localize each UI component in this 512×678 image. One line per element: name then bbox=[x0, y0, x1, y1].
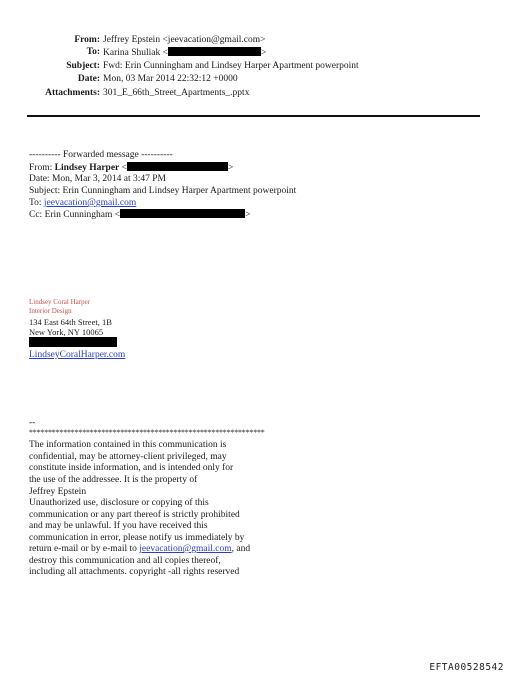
signature-address-line2: New York, NY 10065 bbox=[29, 327, 104, 337]
forwarded-cc-row bbox=[29, 209, 250, 221]
subject-label: Subject: bbox=[66, 61, 100, 71]
from-label: From: bbox=[74, 35, 100, 45]
disclaimer-line: Jeffrey Epstein bbox=[29, 487, 87, 497]
document-id: EFTA00528542 bbox=[429, 662, 504, 673]
redaction-bar bbox=[29, 337, 117, 347]
forwarded-from-row bbox=[29, 162, 233, 174]
disclaimer-email-link[interactable]: jeevacation@gmail.com bbox=[139, 544, 232, 554]
forwarded-date: Date: Mon, Mar 3, 2014 at 3:47 PM bbox=[29, 174, 166, 184]
attachments-label: Attachments: bbox=[45, 88, 100, 98]
disclaimer-line: Unauthorized use, disclosure or copying of this bbox=[29, 498, 209, 508]
disclaimer-line: communication in error, please notify us immediately by bbox=[29, 533, 245, 543]
signature-website-row bbox=[29, 350, 125, 361]
date-label: Date: bbox=[77, 74, 100, 84]
redaction-bar bbox=[120, 209, 245, 218]
signature-website-link[interactable]: LindseyCoralHarper.com bbox=[29, 350, 126, 360]
disclaimer-return-row bbox=[29, 544, 250, 555]
disclaimer-line: the use of the addressee. It is the property of bbox=[29, 475, 198, 485]
to-label: To: bbox=[86, 47, 100, 57]
to-value bbox=[103, 47, 266, 59]
disclaimer-line: including all attachments. copyright -all rights reserved bbox=[29, 567, 240, 577]
to-suffix: > bbox=[260, 48, 267, 58]
forwarded-from-bracket: < bbox=[119, 163, 127, 173]
forwarded-to-link[interactable]: jeevacation@gmail.com bbox=[43, 198, 137, 208]
redaction-bar bbox=[168, 47, 261, 56]
disclaimer-stars: ************************************************************** bbox=[29, 428, 265, 437]
disclaimer-line: communication or any part thereof is strictly prohibited bbox=[29, 510, 240, 520]
forwarded-separator: ---------- Forwarded message ---------- bbox=[29, 150, 173, 160]
signature-address-line1: 134 East 64th Street, 1B bbox=[29, 317, 112, 327]
disclaimer-line: constitute inside information, and is intended only for bbox=[29, 463, 234, 473]
forwarded-from-suffix: > bbox=[228, 163, 234, 173]
attachments-value[interactable]: 301_E_66th_Street_Apartments_.pptx bbox=[103, 88, 250, 98]
signature-name: Lindsey Coral Harper bbox=[29, 298, 91, 306]
to-name: Karina Shuliak < bbox=[103, 48, 168, 58]
redaction-bar bbox=[127, 162, 228, 171]
disclaimer-line: and may be unlawful. If you have received this bbox=[29, 521, 208, 531]
forwarded-to-prefix: To: bbox=[29, 198, 44, 208]
forwarded-cc-prefix: Cc: Erin Cunningham < bbox=[29, 210, 121, 220]
forwarded-cc-suffix: > bbox=[245, 210, 251, 220]
subject-value: Fwd: Erin Cunningham and Lindsey Harper Apartment powerpoint bbox=[103, 61, 359, 71]
from-value: Jeffrey Epstein <jeevacation@gmail.com> bbox=[103, 35, 266, 45]
disclaimer-line: confidential, may be attorney-client privileged, may bbox=[29, 452, 227, 462]
disclaimer-return-suffix: , and bbox=[231, 544, 251, 554]
forwarded-from-name: Lindsey Harper bbox=[54, 163, 120, 173]
date-value: Mon, 03 Mar 2014 22:32:12 +0000 bbox=[103, 74, 238, 84]
disclaimer-line: destroy this communication and all copies thereof, bbox=[29, 556, 221, 566]
disclaimer-dashes: -- bbox=[29, 418, 36, 428]
disclaimer-line: The information contained in this communication is bbox=[29, 440, 227, 450]
forwarded-subject: Subject: Erin Cunningham and Lindsey Harper Apartment powerpoint bbox=[29, 186, 297, 196]
disclaimer-return-prefix: return e-mail or by e-mail to bbox=[29, 544, 140, 554]
header-divider bbox=[27, 115, 480, 117]
forwarded-from-prefix: From: bbox=[29, 163, 55, 173]
signature-redacted-row bbox=[29, 337, 117, 350]
signature-title: Interior Design bbox=[29, 307, 72, 315]
forwarded-to-row bbox=[29, 198, 136, 209]
